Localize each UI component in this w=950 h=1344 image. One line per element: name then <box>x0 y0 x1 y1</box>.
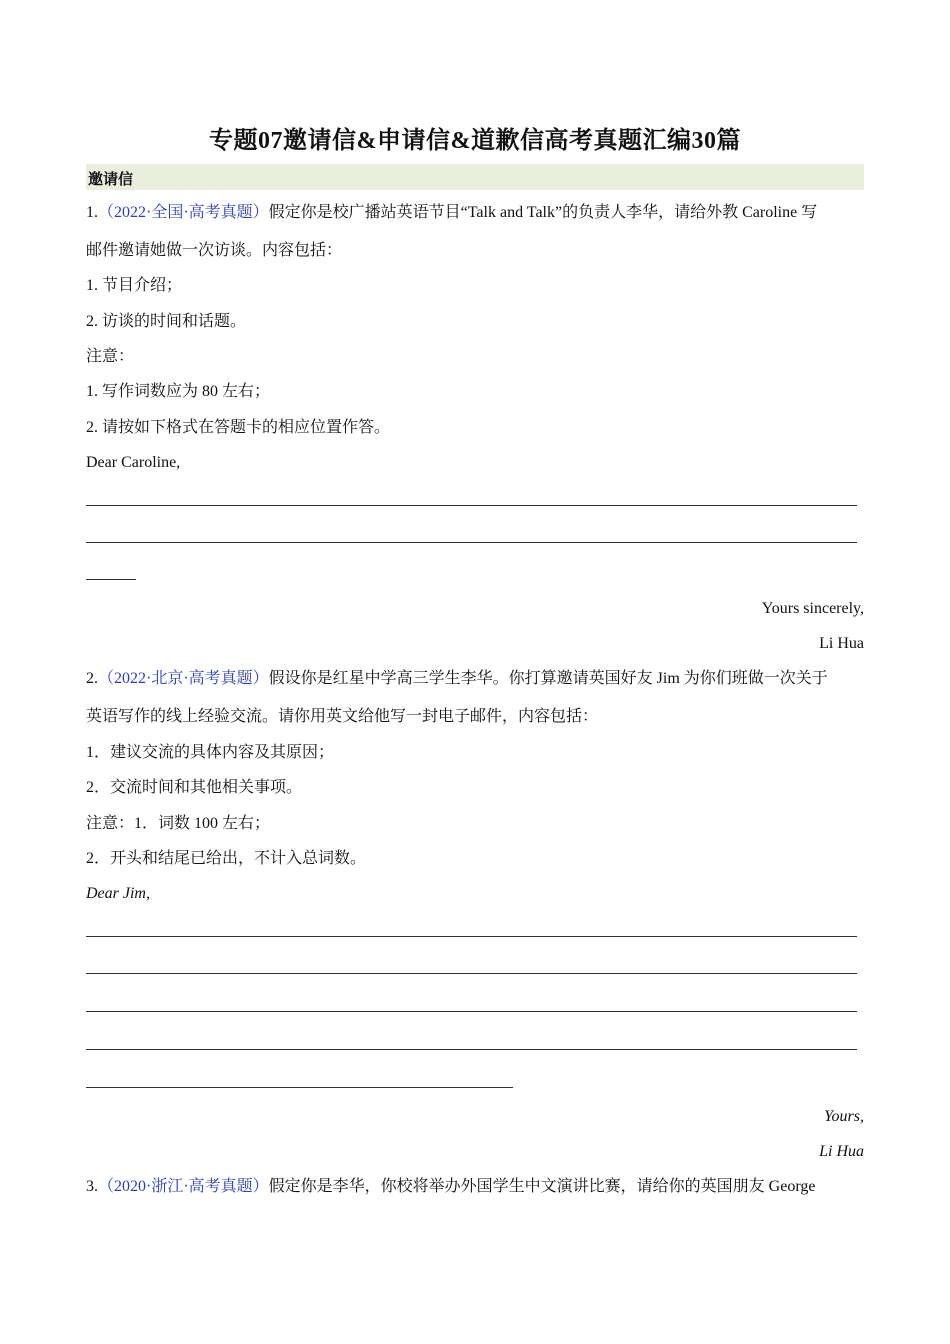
q1-note-1: 1. 写作词数应为 80 左右； <box>86 383 271 400</box>
q1-text-1: 假定你是校广播站英语节目“Talk and Talk”的负责人李华，请给外教 Caroline 写 <box>268 204 818 221</box>
q2-prompt-line1 <box>86 669 828 689</box>
answer-line <box>86 579 136 580</box>
q1-prompt-line2: 邮件邀请她做一次访谈。内容包括： <box>86 242 343 259</box>
answer-line <box>86 973 857 974</box>
section-title: 邀请信 <box>88 170 134 188</box>
q1-closing: Yours sincerely, <box>761 600 864 617</box>
section-header <box>86 164 864 190</box>
q2-note-2: 2．开头和结尾已给出，不计入总词数。 <box>86 850 367 867</box>
answer-line <box>86 505 857 506</box>
answer-line <box>86 542 857 543</box>
q3-number: 3. <box>86 1178 98 1195</box>
q3-source: （2020·浙江·高考真题） <box>98 1178 269 1195</box>
q1-signature: Li Hua <box>819 635 864 652</box>
q2-signature: Li Hua <box>819 1143 864 1160</box>
answer-line <box>86 1087 513 1088</box>
answer-line <box>86 1011 857 1012</box>
page-title: 专题07邀请信&申请信&道歉信高考真题汇编30篇 <box>209 128 741 154</box>
q2-closing: Yours, <box>824 1108 864 1125</box>
q3-prompt-line1 <box>86 1177 815 1197</box>
q1-item-2: 2. 访谈的时间和话题。 <box>86 313 247 330</box>
q1-item-1: 1. 节目介绍； <box>86 277 183 294</box>
answer-line <box>86 936 857 937</box>
q1-note-2: 2. 请按如下格式在答题卡的相应位置作答。 <box>86 419 391 436</box>
q1-note-label: 注意： <box>86 348 135 365</box>
q1-greeting: Dear Caroline, <box>86 454 181 471</box>
answer-line <box>86 1049 857 1050</box>
q2-text-1: 假设你是红星中学高三学生李华。你打算邀请英国好友 Jim 为你们班做一次关于 <box>268 670 828 687</box>
q2-prompt-line2: 英语写作的线上经验交流。请你用英文给他写一封电子邮件，内容包括： <box>86 708 599 725</box>
q2-source: （2022·北京·高考真题） <box>98 670 269 687</box>
q2-number: 2. <box>86 670 98 687</box>
q1-number: 1. <box>86 204 98 221</box>
q2-item-1: 1．建议交流的具体内容及其原因； <box>86 744 335 761</box>
q2-greeting: Dear Jim, <box>86 885 150 902</box>
q1-source: （2022·全国·高考真题） <box>98 204 269 221</box>
q2-note-1: 注意：1．词数 100 左右； <box>86 815 271 832</box>
q2-item-2: 2．交流时间和其他相关事项。 <box>86 779 303 796</box>
q1-prompt-line1 <box>86 203 817 223</box>
q3-text-1: 假定你是李华，你校将举办外国学生中文演讲比赛，请给你的英国朋友 George <box>268 1178 816 1195</box>
